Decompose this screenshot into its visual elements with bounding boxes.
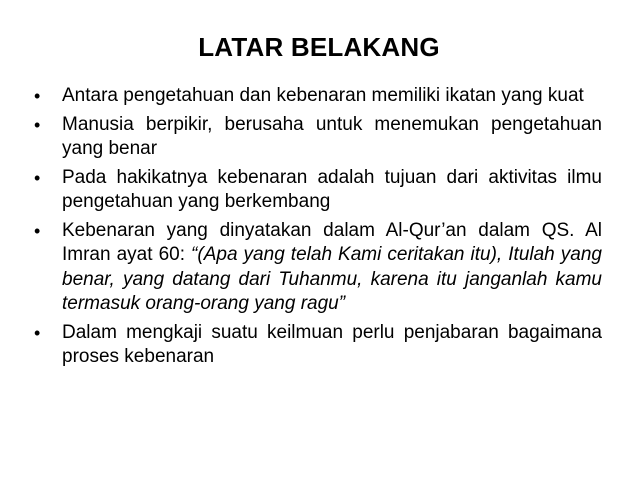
bullet-text: Dalam mengkaji suatu keilmuan perlu penjabaran bagaimana proses kebenaran	[62, 321, 602, 367]
bullet-icon: •	[34, 114, 41, 135]
slide-title: LATAR BELAKANG	[198, 32, 440, 62]
bullet-list	[32, 84, 602, 374]
bullet-item	[32, 113, 602, 162]
bullet-text: Antara pengetahuan dan kebenaran memiliki ikatan yang kuat	[62, 85, 584, 106]
bullet-icon: •	[34, 220, 41, 241]
bullet-text: Pada hakikatnya kebenaran adalah tujuan dari aktivitas ilmu pengetahuan yang berkembang	[62, 166, 602, 212]
bullet-icon: •	[34, 167, 41, 188]
bullet-icon: •	[34, 322, 41, 343]
bullet-item	[32, 84, 602, 109]
bullet-item	[32, 166, 602, 215]
bullet-text: Manusia berpikir, berusaha untuk menemukan pengetahuan yang benar	[62, 113, 602, 159]
bullet-item	[32, 321, 602, 370]
quran-quote: “(Apa yang telah Kami ceritakan itu), Itulah yang benar, yang datang dari Tuhanmu, karena itu janganlah kamu termasuk orang-orang yang ragu”	[62, 244, 602, 314]
bullet-icon: •	[34, 86, 41, 106]
bullet-item	[32, 219, 602, 317]
bullet-text: Kebenaran yang dinyatakan dalam Al-Qur’an dalam QS. Al Imran ayat 60:	[62, 219, 602, 265]
